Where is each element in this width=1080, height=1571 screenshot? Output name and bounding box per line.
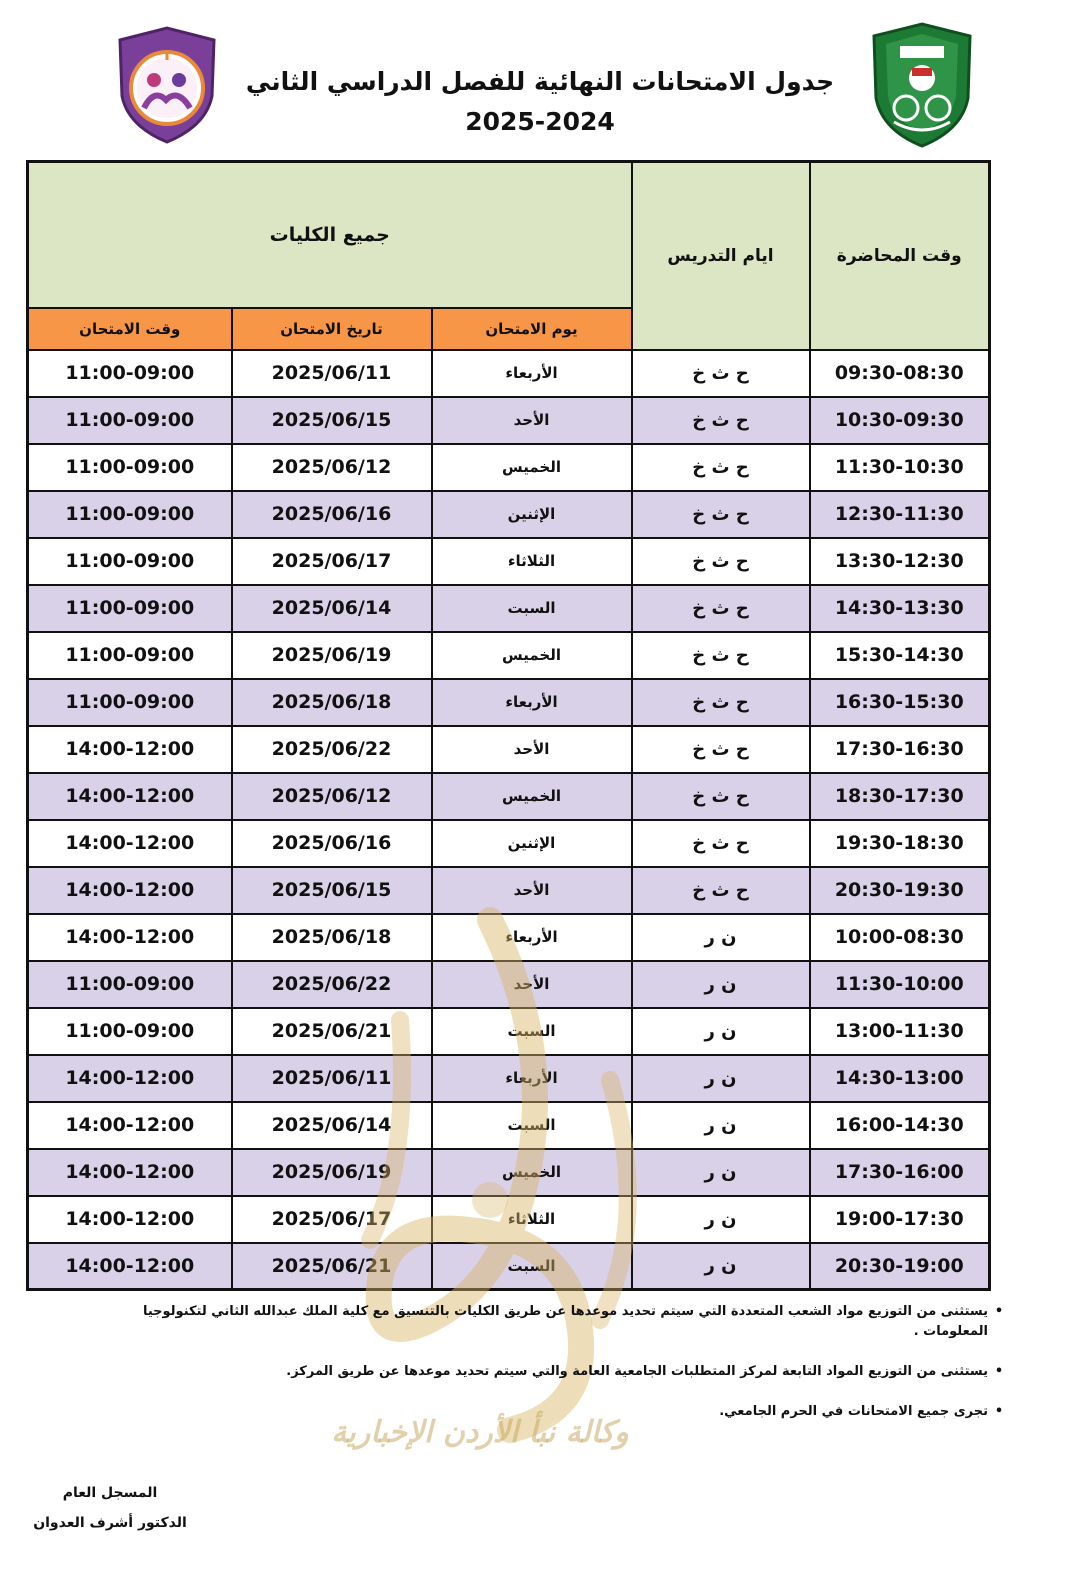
signature-role: المسجل العام xyxy=(62,1485,158,1501)
exam-time-cell: 14:00-12:00 xyxy=(28,867,232,914)
teaching-days-header: ايام التدريس xyxy=(632,162,810,350)
lecture-time-cell: 17:30-16:00 xyxy=(810,1149,990,1196)
all-colleges-header: جميع الكليات xyxy=(28,162,632,308)
teaching-days-cell: ح ث خ xyxy=(632,773,810,820)
bullet-icon: • xyxy=(994,1364,1004,1379)
exam-date-cell: 2025/06/22 xyxy=(232,961,432,1008)
lecture-time-cell: 20:30-19:30 xyxy=(810,867,990,914)
lecture-time-cell: 19:30-18:30 xyxy=(810,820,990,867)
note-item: • تجرى جميع الامتحانات في الحرم الجامعي. xyxy=(110,1402,1010,1422)
teaching-days-cell: ن ر xyxy=(632,1196,810,1243)
exam-time-cell: 11:00-09:00 xyxy=(28,350,232,397)
exam-day-cell: الأربعاء xyxy=(432,679,632,726)
lecture-time-cell: 11:30-10:00 xyxy=(810,961,990,1008)
table-row xyxy=(28,961,990,1008)
exam-date-cell: 2025/06/14 xyxy=(232,585,432,632)
teaching-days-cell: ح ث خ xyxy=(632,444,810,491)
lecture-time-cell: 19:00-17:30 xyxy=(810,1196,990,1243)
exam-date-cell: 2025/06/15 xyxy=(232,867,432,914)
table-row xyxy=(28,1149,990,1196)
exam-day-cell: السبت xyxy=(432,1008,632,1055)
exam-date-cell: 2025/06/19 xyxy=(232,1149,432,1196)
exam-date-cell: 2025/06/17 xyxy=(232,1196,432,1243)
exam-time-cell: 14:00-12:00 xyxy=(28,726,232,773)
table-row xyxy=(28,538,990,585)
lecture-time-cell: 16:30-15:30 xyxy=(810,679,990,726)
exam-date-cell: 2025/06/18 xyxy=(232,914,432,961)
exam-day-cell: الأحد xyxy=(432,867,632,914)
table-row xyxy=(28,1008,990,1055)
university-shield-logo-icon xyxy=(868,22,976,148)
table-row xyxy=(28,585,990,632)
exam-date-cell: 2025/06/21 xyxy=(232,1008,432,1055)
exam-day-header: يوم الامتحان xyxy=(432,308,632,350)
exam-day-cell: الخميس xyxy=(432,773,632,820)
exam-time-cell: 14:00-12:00 xyxy=(28,1102,232,1149)
teaching-days-cell: ح ث خ xyxy=(632,820,810,867)
notes-list xyxy=(110,1302,1010,1442)
lecture-time-cell: 14:30-13:30 xyxy=(810,585,990,632)
exam-day-cell: الأحد xyxy=(432,961,632,1008)
table-row xyxy=(28,1055,990,1102)
exam-day-cell: الثلاثاء xyxy=(432,1196,632,1243)
exam-date-cell: 2025/06/19 xyxy=(232,632,432,679)
teaching-days-cell: ن ر xyxy=(632,1102,810,1149)
lecture-time-cell: 09:30-08:30 xyxy=(810,350,990,397)
exam-date-cell: 2025/06/16 xyxy=(232,491,432,538)
bullet-icon: • xyxy=(994,1404,1004,1419)
note-item: • يستثنى من التوزيع المواد التابعة لمركز المتطلبات الجامعية العامة والتي سيتم تحديد موعدها عن طريق المركز. xyxy=(110,1362,1010,1382)
exam-date-cell: 2025/06/21 xyxy=(232,1243,432,1290)
exam-date-cell: 2025/06/16 xyxy=(232,820,432,867)
lecture-time-cell: 11:30-10:30 xyxy=(810,444,990,491)
table-row xyxy=(28,491,990,538)
teaching-days-cell: ح ث خ xyxy=(632,491,810,538)
teaching-days-cell: ح ث خ xyxy=(632,397,810,444)
exam-time-header: وقت الامتحان xyxy=(28,308,232,350)
table-row xyxy=(28,867,990,914)
exam-date-cell: 2025/06/15 xyxy=(232,397,432,444)
lecture-time-cell: 10:30-09:30 xyxy=(810,397,990,444)
lecture-time-cell: 16:00-14:30 xyxy=(810,1102,990,1149)
teaching-days-cell: ن ر xyxy=(632,914,810,961)
exam-day-cell: الإثنين xyxy=(432,820,632,867)
lecture-time-cell: 18:30-17:30 xyxy=(810,773,990,820)
lecture-time-cell: 14:30-13:00 xyxy=(810,1055,990,1102)
lecture-time-cell: 12:30-11:30 xyxy=(810,491,990,538)
exam-day-cell: الثلاثاء xyxy=(432,538,632,585)
exam-date-cell: 2025/06/11 xyxy=(232,350,432,397)
lecture-time-cell: 15:30-14:30 xyxy=(810,632,990,679)
exam-time-cell: 11:00-09:00 xyxy=(28,444,232,491)
exam-day-cell: السبت xyxy=(432,585,632,632)
table-row xyxy=(28,773,990,820)
teaching-days-cell: ن ر xyxy=(632,1149,810,1196)
table-row xyxy=(28,1243,990,1290)
exam-time-cell: 11:00-09:00 xyxy=(28,1008,232,1055)
table-row xyxy=(28,632,990,679)
page-title: جدول الامتحانات النهائية للفصل الدراسي الثاني 2024-2025 xyxy=(245,67,835,136)
table-row xyxy=(28,914,990,961)
exam-time-cell: 14:00-12:00 xyxy=(28,1055,232,1102)
bullet-icon: • xyxy=(994,1304,1004,1319)
teaching-days-cell: ن ر xyxy=(632,1243,810,1290)
exam-time-cell: 14:00-12:00 xyxy=(28,914,232,961)
exam-date-cell: 2025/06/12 xyxy=(232,444,432,491)
teaching-days-cell: ن ر xyxy=(632,961,810,1008)
signature-name: الدكتور أشرف العدوان xyxy=(33,1515,187,1531)
exam-time-cell: 14:00-12:00 xyxy=(28,1149,232,1196)
exam-time-cell: 14:00-12:00 xyxy=(28,1196,232,1243)
lecture-time-cell: 13:30-12:30 xyxy=(810,538,990,585)
lecture-time-header: وقت المحاضرة xyxy=(810,162,990,350)
exam-date-cell: 2025/06/12 xyxy=(232,773,432,820)
teaching-days-cell: ح ث خ xyxy=(632,726,810,773)
exam-day-cell: الخميس xyxy=(432,1149,632,1196)
table-row xyxy=(28,1102,990,1149)
lecture-time-cell: 13:00-11:30 xyxy=(810,1008,990,1055)
exam-time-cell: 14:00-12:00 xyxy=(28,773,232,820)
exam-date-cell: 2025/06/17 xyxy=(232,538,432,585)
teaching-days-cell: ح ث خ xyxy=(632,585,810,632)
exam-day-cell: السبت xyxy=(432,1102,632,1149)
exam-day-cell: السبت xyxy=(432,1243,632,1290)
teaching-days-cell: ن ر xyxy=(632,1008,810,1055)
exam-date-cell: 2025/06/18 xyxy=(232,679,432,726)
table-row xyxy=(28,350,990,397)
exam-time-cell: 14:00-12:00 xyxy=(28,1243,232,1290)
exam-schedule-table xyxy=(26,160,991,1291)
table-row xyxy=(28,820,990,867)
teaching-days-cell: ح ث خ xyxy=(632,679,810,726)
exam-date-header: تاريخ الامتحان xyxy=(232,308,432,350)
exam-time-cell: 14:00-12:00 xyxy=(28,820,232,867)
exam-time-cell: 11:00-09:00 xyxy=(28,397,232,444)
exam-day-cell: الأربعاء xyxy=(432,914,632,961)
teaching-days-cell: ح ث خ xyxy=(632,867,810,914)
exam-time-cell: 11:00-09:00 xyxy=(28,585,232,632)
teaching-days-cell: ن ر xyxy=(632,1055,810,1102)
exam-day-cell: الإثنين xyxy=(432,491,632,538)
signature-block xyxy=(20,1478,200,1538)
teaching-days-cell: ح ث خ xyxy=(632,632,810,679)
teaching-days-cell: ح ث خ xyxy=(632,538,810,585)
exam-time-cell: 11:00-09:00 xyxy=(28,538,232,585)
exam-time-cell: 11:00-09:00 xyxy=(28,632,232,679)
lecture-time-cell: 20:30-19:00 xyxy=(810,1243,990,1290)
exam-day-cell: الأحد xyxy=(432,397,632,444)
exam-time-cell: 11:00-09:00 xyxy=(28,679,232,726)
exam-day-cell: الخميس xyxy=(432,632,632,679)
exam-day-cell: الأحد xyxy=(432,726,632,773)
exam-date-cell: 2025/06/22 xyxy=(232,726,432,773)
table-row xyxy=(28,1196,990,1243)
table-row xyxy=(28,679,990,726)
purple-clock-shield-logo-icon xyxy=(116,26,218,144)
watermark-text: وكالة نبأ الأردن الإخبارية xyxy=(331,1415,629,1450)
table-row xyxy=(28,397,990,444)
exam-day-cell: الأربعاء xyxy=(432,1055,632,1102)
note-item: • يستثنى من التوزيع مواد الشعب المتعددة التي سيتم تحديد موعدها عن طريق الكليات بالتنسيق مع كلية الملك عبدالله الثاني لتكنولوجيا المعلومات . xyxy=(110,1302,1010,1342)
exam-day-cell: الخميس xyxy=(432,444,632,491)
table-row xyxy=(28,726,990,773)
exam-time-cell: 11:00-09:00 xyxy=(28,961,232,1008)
teaching-days-cell: ح ث خ xyxy=(632,350,810,397)
exam-date-cell: 2025/06/14 xyxy=(232,1102,432,1149)
exam-time-cell: 11:00-09:00 xyxy=(28,491,232,538)
table-row xyxy=(28,444,990,491)
exam-day-cell: الأربعاء xyxy=(432,350,632,397)
lecture-time-cell: 10:00-08:30 xyxy=(810,914,990,961)
exam-date-cell: 2025/06/11 xyxy=(232,1055,432,1102)
lecture-time-cell: 17:30-16:30 xyxy=(810,726,990,773)
